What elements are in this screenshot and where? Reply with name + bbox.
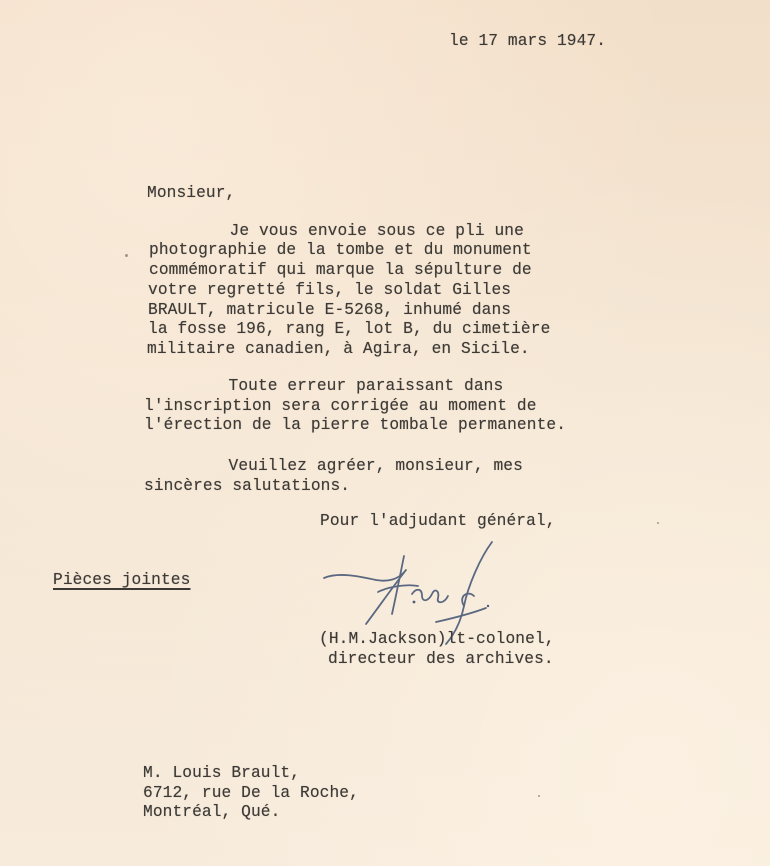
- paragraph-line: commémoratif qui marque la sépulture de: [149, 261, 532, 279]
- closing-line: Pour l'adjudant général,: [320, 512, 556, 530]
- signatory-name: (H.M.Jackson)lt-colonel,: [319, 630, 555, 648]
- paragraph-line: votre regretté fils, le soldat Gilles: [148, 281, 512, 299]
- paragraph-line: sincères salutations.: [144, 477, 351, 495]
- paragraph-line: Veuillez agréer, monsieur, mes: [150, 457, 523, 475]
- enclosures-label: Pièces jointes: [53, 571, 191, 589]
- paragraph-line: photographie de la tombe et du monument: [149, 241, 532, 259]
- paragraph-line: militaire canadien, à Agira, en Sicile.: [147, 340, 530, 358]
- paper-speck: [538, 795, 540, 797]
- recipient-name: M. Louis Brault,: [143, 764, 301, 782]
- paragraph-line: BRAULT, matricule E-5268, inhumé dans: [148, 301, 512, 319]
- signatory-title: directeur des archives.: [328, 650, 554, 668]
- paragraph-line: l'inscription sera corrigée au moment de: [144, 397, 537, 415]
- paragraph-line: la fosse 196, rang E, lot B, du cimetière: [148, 320, 551, 338]
- paper-speck: [125, 254, 128, 257]
- paper-speck: [657, 522, 659, 524]
- paragraph-line: l'érection de la pierre tombale permanente.: [144, 416, 567, 434]
- paragraph-line: Toute erreur paraissant dans: [150, 377, 504, 395]
- recipient-city: Montréal, Qué.: [143, 803, 281, 821]
- salutation: Monsieur,: [147, 184, 236, 202]
- recipient-street: 6712, rue De la Roche,: [143, 784, 359, 802]
- paragraph-line: Je vous envoie sous ce pli une: [151, 222, 524, 240]
- letter-date: le 17 mars 1947.: [449, 32, 607, 50]
